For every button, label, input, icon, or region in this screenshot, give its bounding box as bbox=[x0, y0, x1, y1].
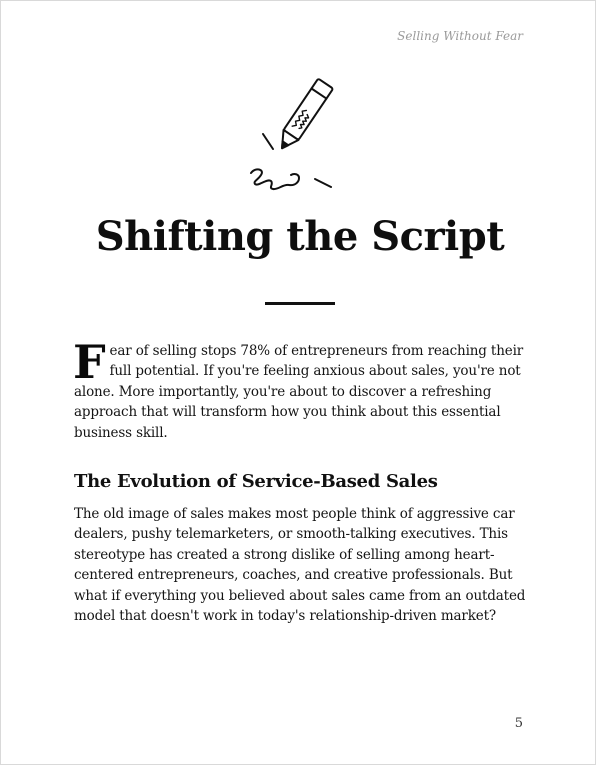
title-divider bbox=[265, 302, 335, 305]
section-heading: The Evolution of Service-Based Sales bbox=[74, 471, 438, 492]
intro-text: ear of selling stops 78% of entrepreneurs from reaching their full potential. If you're feeling anxious about sales, you're not alone. More importantly, you're about to discover a refreshing approach that will transform how you think about this essential business skill. bbox=[74, 343, 524, 441]
section-paragraph: The old image of sales makes most people think of aggressive car dealers, pushy telemarketers, or smooth-talking executives. This stereotype has created a strong dislike of selling among heart-centered entrepreneurs, coaches, and creative professionals. But what if everything you believed about sales came from an outdated model that doesn't work in today's relationship-driven market? bbox=[74, 506, 526, 625]
intro-paragraph bbox=[73, 335, 529, 443]
chapter-title: Shifting the Script bbox=[95, 213, 505, 260]
pencil-scribble-icon bbox=[239, 77, 363, 195]
page-number: 5 bbox=[514, 716, 523, 731]
drop-cap: F bbox=[73, 335, 106, 389]
running-header: Selling Without Fear bbox=[397, 29, 523, 43]
